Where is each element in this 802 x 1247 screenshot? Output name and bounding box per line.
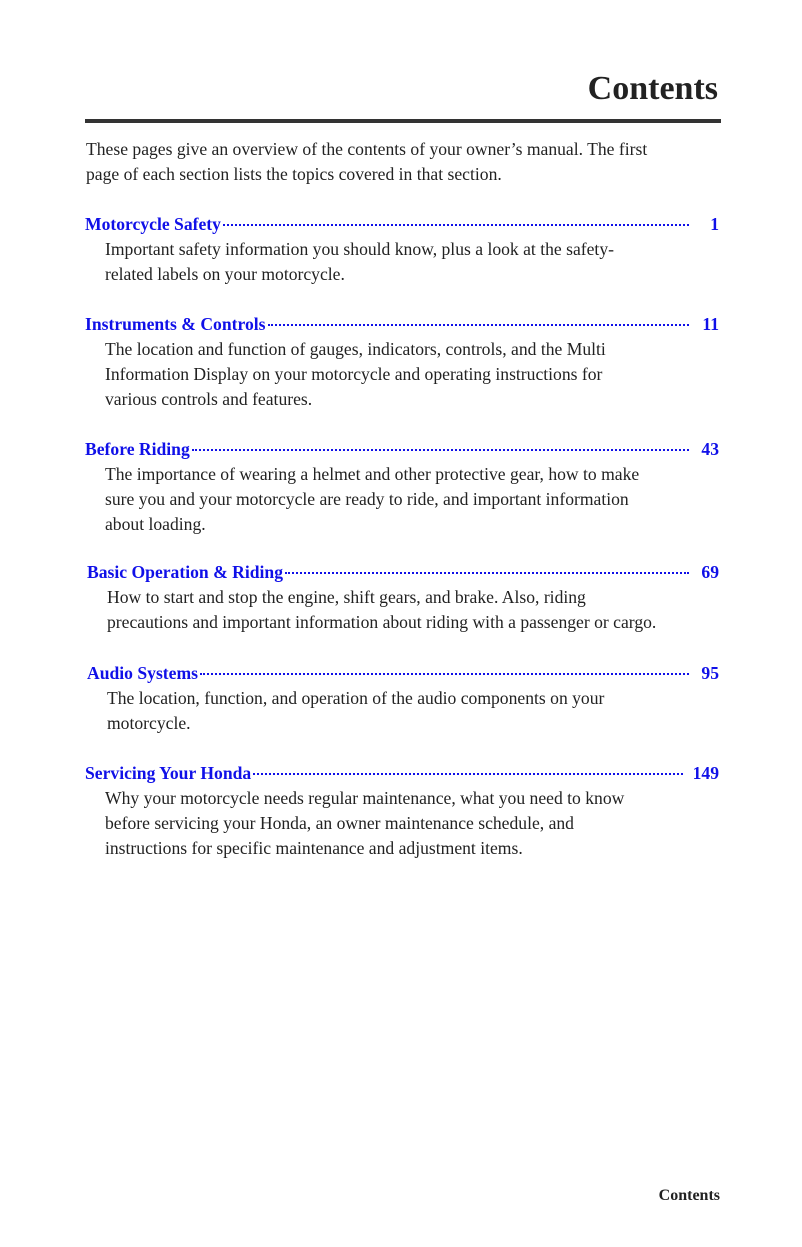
toc-title[interactable]: Audio Systems	[87, 663, 198, 683]
toc-description	[107, 585, 719, 635]
toc-page-number[interactable]: 149	[692, 763, 719, 783]
toc-entry	[87, 560, 719, 635]
description-line: instructions for specific maintenance and adjustment items.	[105, 838, 523, 858]
description-line: related labels on your motorcycle.	[105, 264, 345, 284]
footer-label: Contents	[658, 1187, 720, 1204]
toc-title[interactable]: Instruments & Controls	[85, 314, 266, 334]
toc-entry	[87, 661, 719, 736]
description-line: How to start and stop the engine, shift gears, and brake. Also, riding	[107, 587, 586, 607]
toc-title[interactable]: Motorcycle Safety	[85, 214, 221, 234]
toc-link[interactable]	[85, 437, 719, 462]
description-line: sure you and your motorcycle are ready to ride, and important information	[105, 489, 629, 509]
toc-page-number[interactable]: 43	[701, 439, 719, 459]
intro-text	[86, 137, 647, 187]
toc-entry	[85, 761, 719, 861]
toc-entry	[85, 312, 719, 412]
description-line: various controls and features.	[105, 389, 313, 409]
toc-description	[105, 337, 719, 412]
toc-link[interactable]	[85, 212, 719, 237]
toc-entry	[85, 212, 719, 287]
toc-link[interactable]	[87, 661, 719, 686]
toc-title[interactable]: Basic Operation & Riding	[87, 562, 283, 582]
description-line: Important safety information you should know, plus a look at the safety-	[105, 239, 614, 259]
dot-leader	[285, 572, 689, 574]
toc-page-number[interactable]: 69	[701, 562, 719, 582]
toc-description	[105, 237, 719, 287]
toc-title[interactable]: Servicing Your Honda	[85, 763, 252, 783]
description-line: motorcycle.	[107, 713, 191, 733]
dot-leader	[253, 773, 682, 775]
intro-line: These pages give an overview of the contents of your owner’s manual. The first	[86, 139, 648, 159]
dot-leader	[223, 224, 689, 226]
toc-page-number[interactable]: 11	[702, 314, 719, 334]
toc-description	[107, 686, 719, 736]
toc-link[interactable]	[87, 560, 719, 585]
toc-entry	[85, 437, 719, 537]
description-line: precautions and important information about riding with a passenger or cargo.	[107, 612, 657, 632]
description-line: The location, function, and operation of the audio components on your	[107, 688, 605, 708]
page-title: Contents	[587, 70, 718, 107]
intro-line: page of each section lists the topics covered in that section.	[86, 164, 502, 184]
description-line: Why your motorcycle needs regular maintenance, what you need to know	[105, 788, 625, 808]
toc-link[interactable]	[85, 312, 719, 337]
toc-page-number[interactable]: 95	[701, 663, 719, 683]
title-rule	[85, 119, 721, 123]
toc-description	[105, 786, 719, 861]
dot-leader	[268, 324, 689, 326]
toc-title[interactable]: Before Riding	[85, 439, 190, 459]
dot-leader	[200, 673, 689, 675]
description-line: The location and function of gauges, indicators, controls, and the Multi	[105, 339, 606, 359]
description-line: Information Display on your motorcycle and operating instructions for	[105, 364, 603, 384]
toc-description	[105, 462, 719, 537]
dot-leader	[192, 449, 689, 451]
description-line: before servicing your Honda, an owner maintenance schedule, and	[105, 813, 574, 833]
description-line: The importance of wearing a helmet and other protective gear, how to make	[105, 464, 640, 484]
toc-link[interactable]	[85, 761, 719, 786]
description-line: about loading.	[105, 514, 206, 534]
toc-page-number[interactable]: 1	[710, 214, 719, 234]
